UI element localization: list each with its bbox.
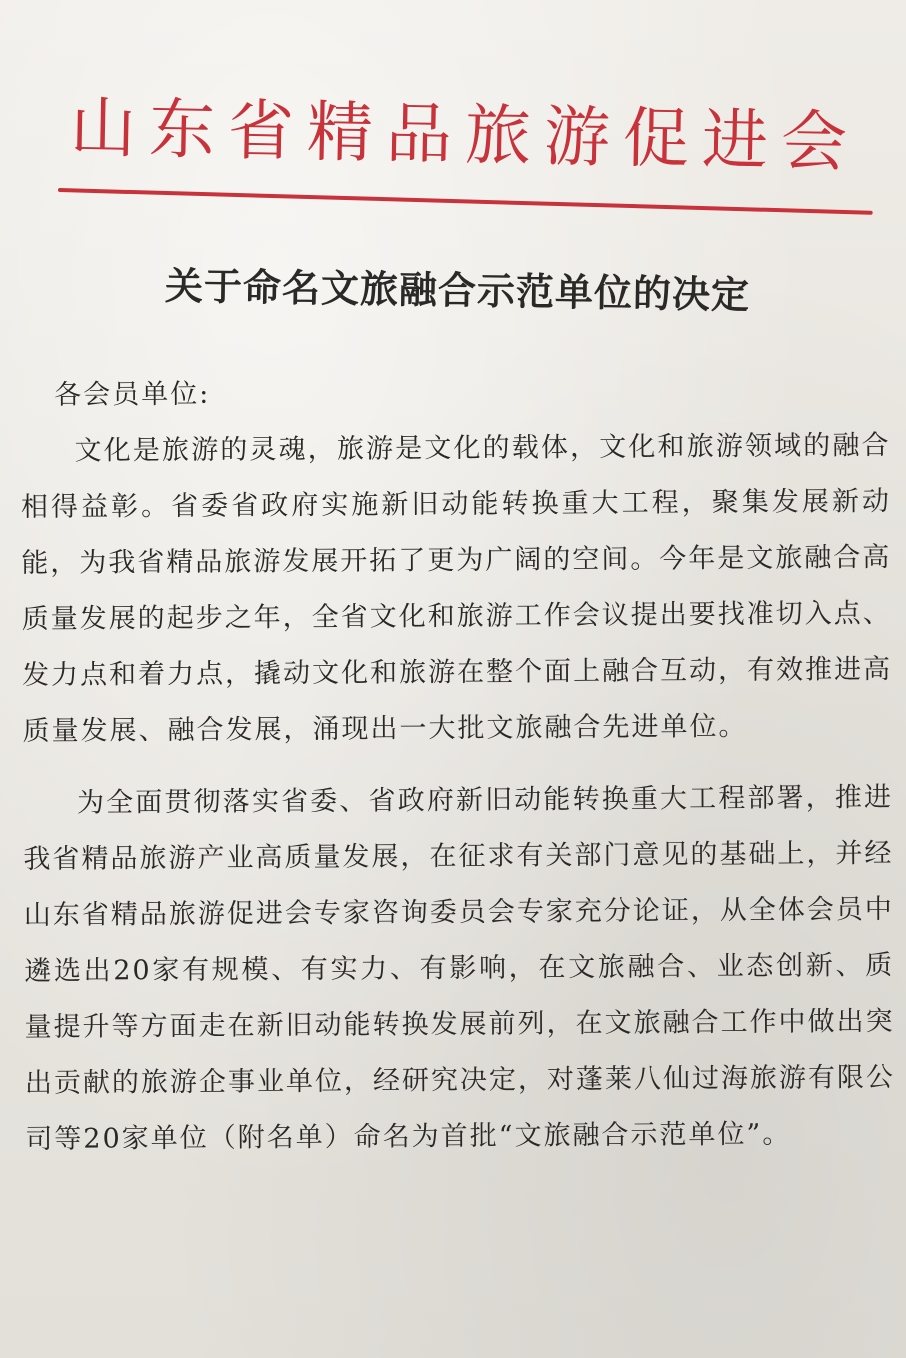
- letterhead-red-rule: [58, 188, 873, 215]
- document-body: [20, 366, 896, 1184]
- body-paragraph-2: 为全面贯彻落实省委、省政府新旧动能转换重大工程部署，推进我省精品旅游产业高质量发展，在征求有关部门意见的基础上，并经山东省精品旅游促进会专家咨询委员会专家充分论证，从全体会员中遴选出20家有规模、有实力、有影响，在文旅融合、业态创新、质量提升等方面走在新旧动能转换发展前列，在文旅融合工作中做出突出贡献的旅游企事业单位，经研究决定，对蓬莱八仙过海旅游有限公司等20家单位（附名单）命名为首批“文旅融合示范单位”。: [23, 781, 896, 1155]
- document-title: 关于命名文旅融合示范单位的决定: [164, 264, 751, 318]
- body-paragraph-1: 文化是旅游的灵魂，旅游是文化的载体，文化和旅游领域的融合相得益彰。省委省政府实施新旧动能转换重大工程，聚集发展新动能，为我省精品旅游发展开拓了更为广阔的空间。今年是文旅融合高质量发展的起步之年，全省文化和旅游工作会议提出要找准切入点、发力点和着力点，撬动文化和旅游在整个面上融合互动，有效推进高质量发展、融合发展，涌现出一大批文旅融合先进单位。: [20, 429, 893, 747]
- salutation: 各会员单位:: [54, 378, 211, 411]
- organization-letterhead: 山东省精品旅游促进会: [69, 89, 861, 182]
